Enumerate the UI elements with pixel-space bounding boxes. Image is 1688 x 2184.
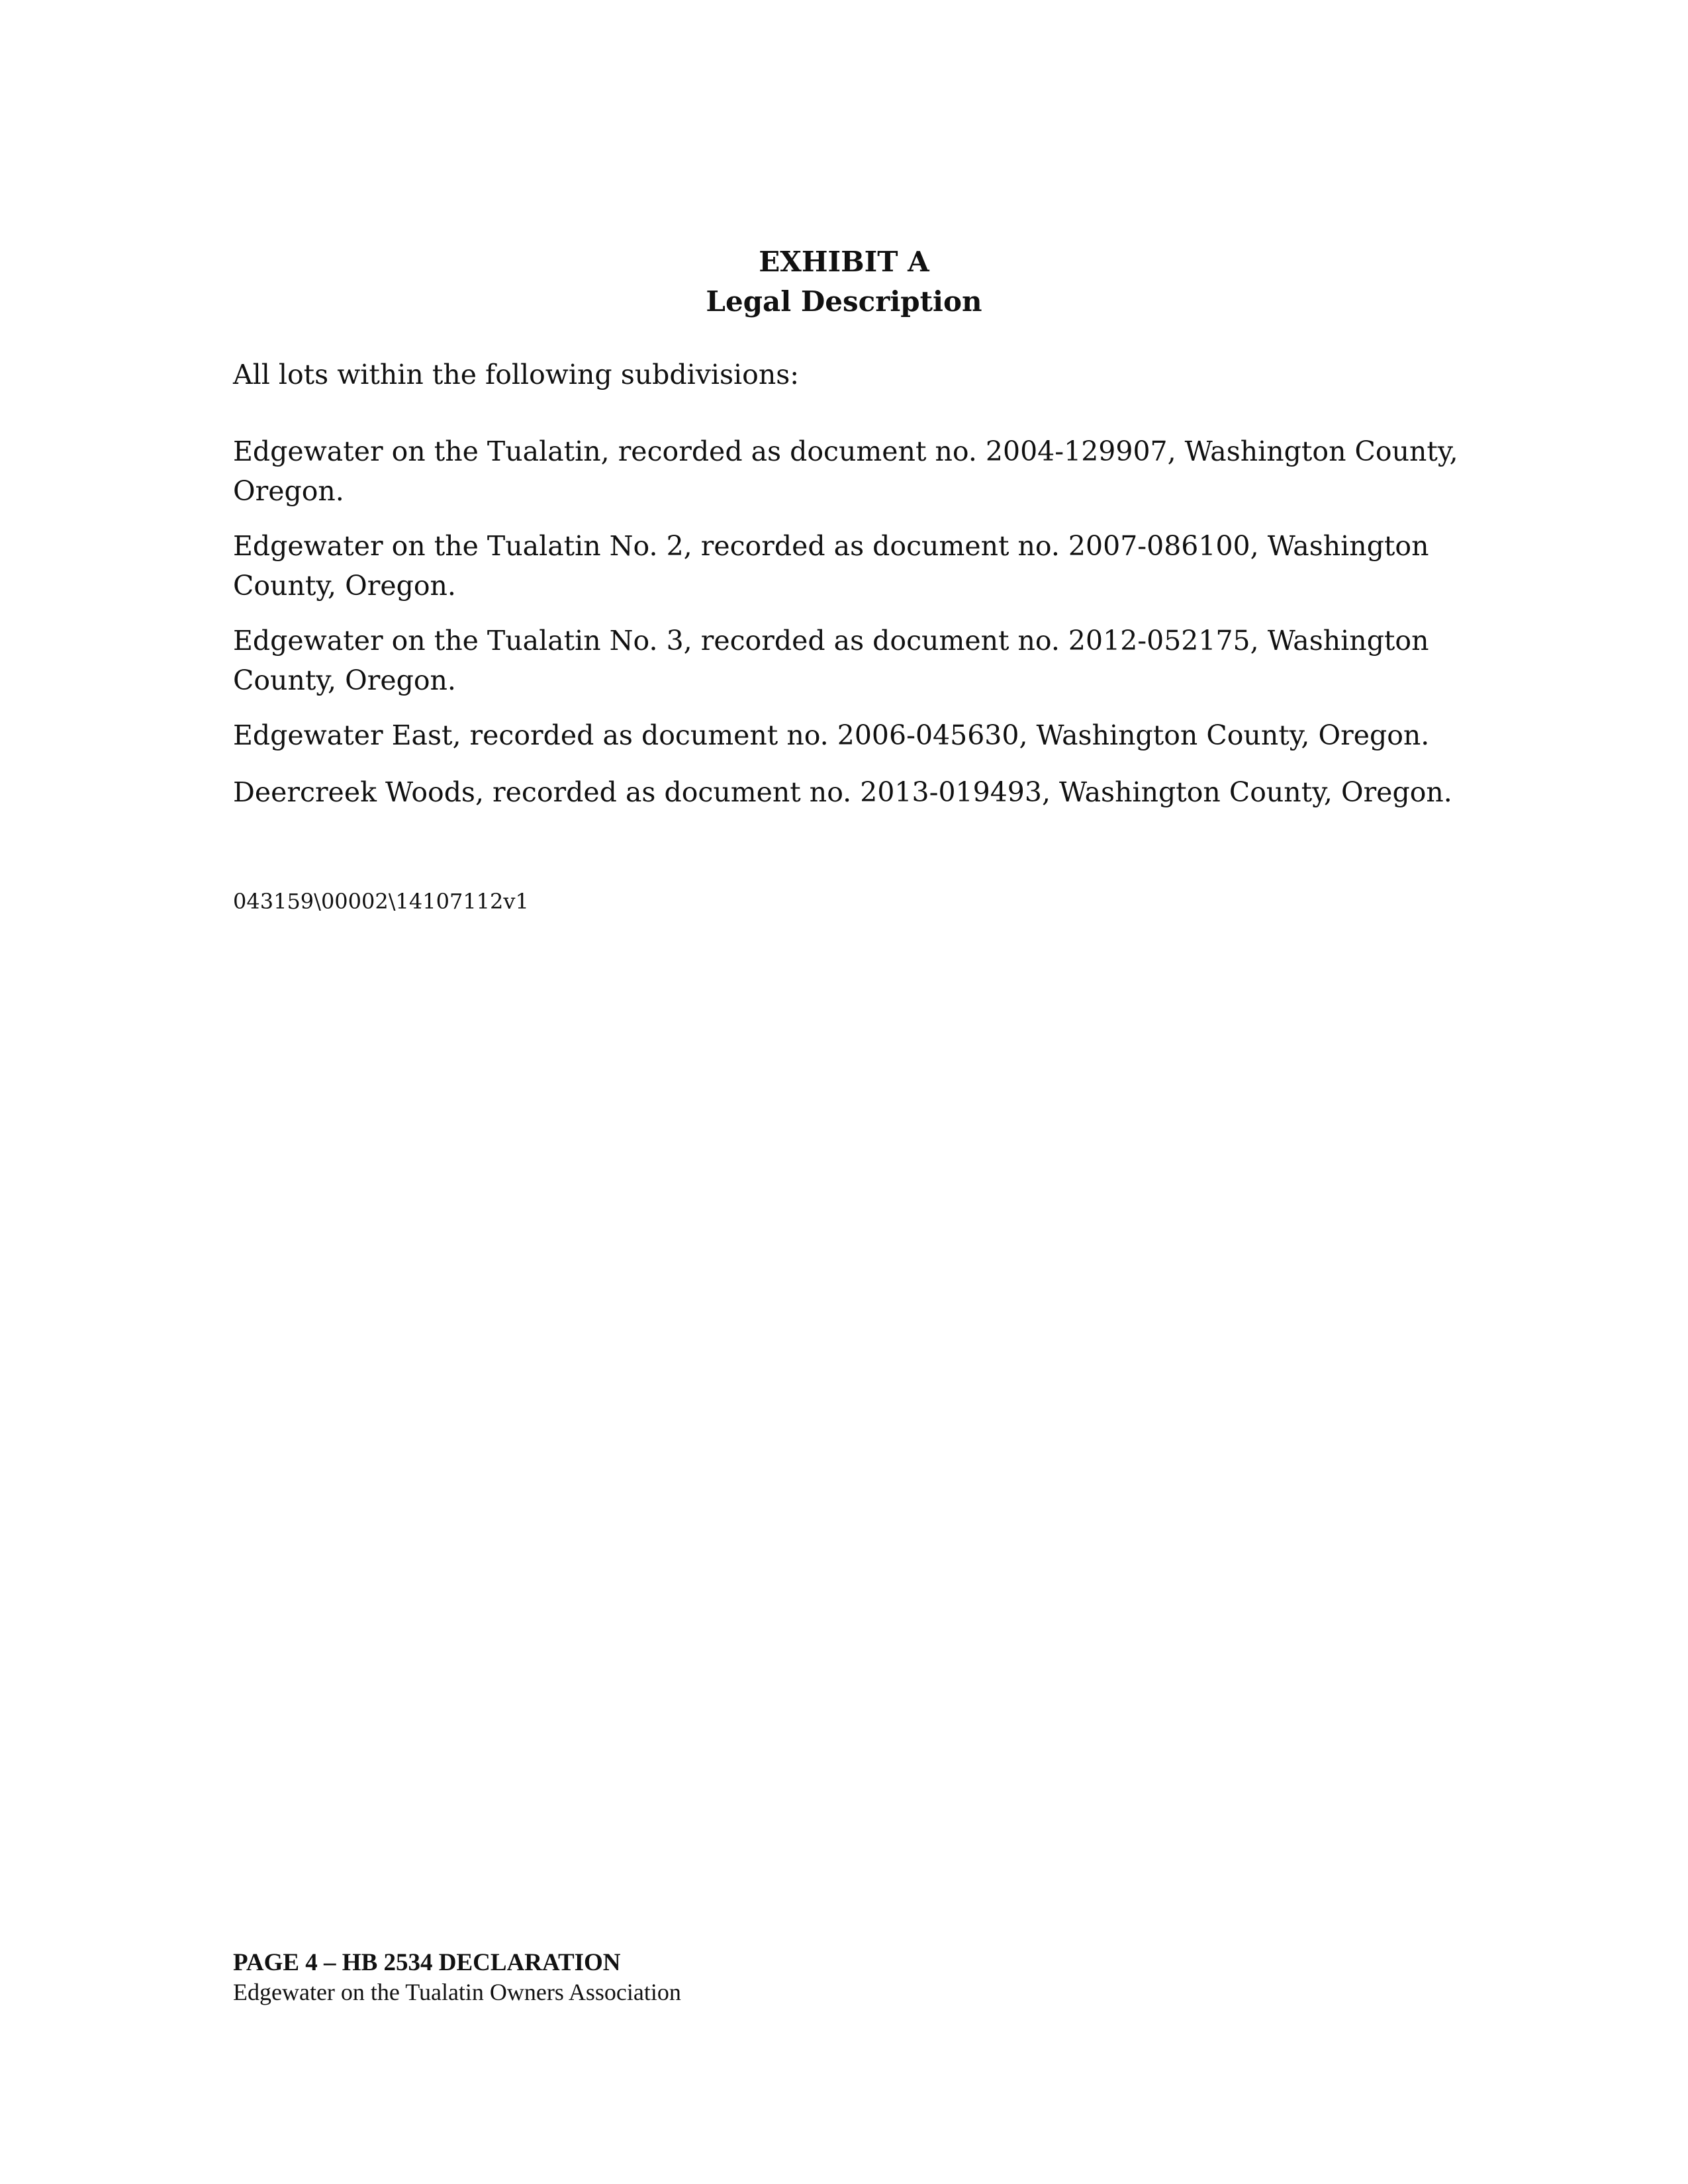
intro-text: All lots within the following subdivisions: (233, 359, 800, 390)
subdivision-paragraph: Edgewater on the Tualatin, recorded as document no. 2004-129907, Washington County, Oregon. (233, 435, 1458, 507)
exhibit-subtitle: Legal Description (706, 285, 982, 318)
subdivision-paragraph: Edgewater East, recorded as document no. 2006-045630, Washington County, Oregon. (233, 719, 1430, 751)
subdivision-paragraph: Edgewater on the Tualatin No. 2, recorded as document no. 2007-086100, Washington County, Oregon. (233, 530, 1429, 602)
exhibit-title: EXHIBIT A (759, 246, 929, 278)
footer-subtitle: Edgewater on the Tualatin Owners Association (233, 1979, 681, 2005)
document-id: 043159\00002\14107112v1 (233, 889, 529, 914)
footer-title: PAGE 4 – HB 2534 DECLARATION (233, 1949, 621, 1976)
subdivision-paragraph: Edgewater on the Tualatin No. 3, recorded as document no. 2012-052175, Washington County, Oregon. (233, 625, 1429, 696)
subdivision-paragraph: Deercreek Woods, recorded as document no. 2013-019493, Washington County, Oregon. (233, 776, 1452, 808)
